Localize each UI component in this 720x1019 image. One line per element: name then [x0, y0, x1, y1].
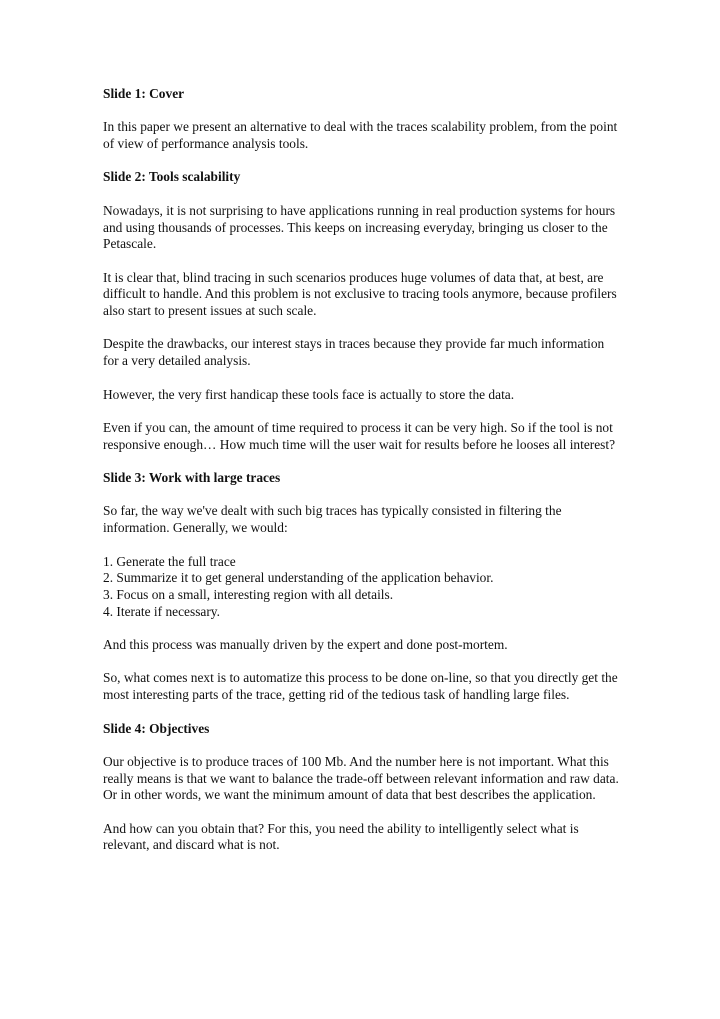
numbered-list: [103, 554, 623, 621]
paragraph: And this process was manually driven by the expert and done post-mortem.: [103, 637, 508, 653]
paragraph: However, the very first handicap these tools face is actually to store the data.: [103, 386, 515, 402]
paragraph: Nowadays, it is not surprising to have applications running in real production systems for hours and using thousands of processes. This keeps on increasing everyday, bringing us closer to the Petascale.: [103, 202, 616, 252]
section-heading: Slide 2: Tools scalability: [103, 169, 241, 185]
section-heading: Slide 4: Objectives: [103, 720, 210, 736]
paragraph: Our objective is to produce traces of 100 Mb. And the number here is not important. What this really means is that we want to balance the trade-off between relevant information and raw data. Or in other words, we want the minimum amount of data that best describes the application.: [103, 753, 619, 803]
paragraph: Even if you can, the amount of time required to process it can be very high. So if the tool is not responsive enough… How much time will the user wait for results before he looses all interest?: [103, 419, 616, 452]
list-item: 1. Generate the full trace: [103, 553, 236, 569]
paragraph: So far, the way we've dealt with such big traces has typically consisted in filtering the information. Generally, we would:: [103, 503, 562, 536]
section-heading: Slide 3: Work with large traces: [103, 470, 281, 486]
paragraph: Despite the drawbacks, our interest stays in traces because they provide far much information for a very detailed analysis.: [103, 336, 605, 369]
list-item: 2. Summarize it to get general understanding of the application behavior.: [103, 570, 494, 586]
section-heading: Slide 1: Cover: [103, 86, 185, 101]
document-body: [103, 86, 623, 871]
list-item: 4. Iterate if necessary.: [103, 603, 220, 619]
paragraph: In this paper we present an alternative to deal with the traces scalability problem, from the point of view of performance analysis tools.: [103, 119, 618, 152]
paragraph: And how can you obtain that? For this, you need the ability to intelligently select what is relevant, and discard what is not.: [103, 820, 579, 853]
paragraph: So, what comes next is to automatize this process to be done on-line, so that you directly get the most interesting parts of the trace, getting rid of the tedious task of handling large files.: [103, 670, 618, 703]
paragraph: It is clear that, blind tracing in such scenarios produces huge volumes of data that, at best, are difficult to handle. And this problem is not exclusive to tracing tools anymore, because profilers also start to present issues at such scale.: [103, 269, 617, 319]
list-item: 3. Focus on a small, interesting region with all details.: [103, 586, 394, 602]
